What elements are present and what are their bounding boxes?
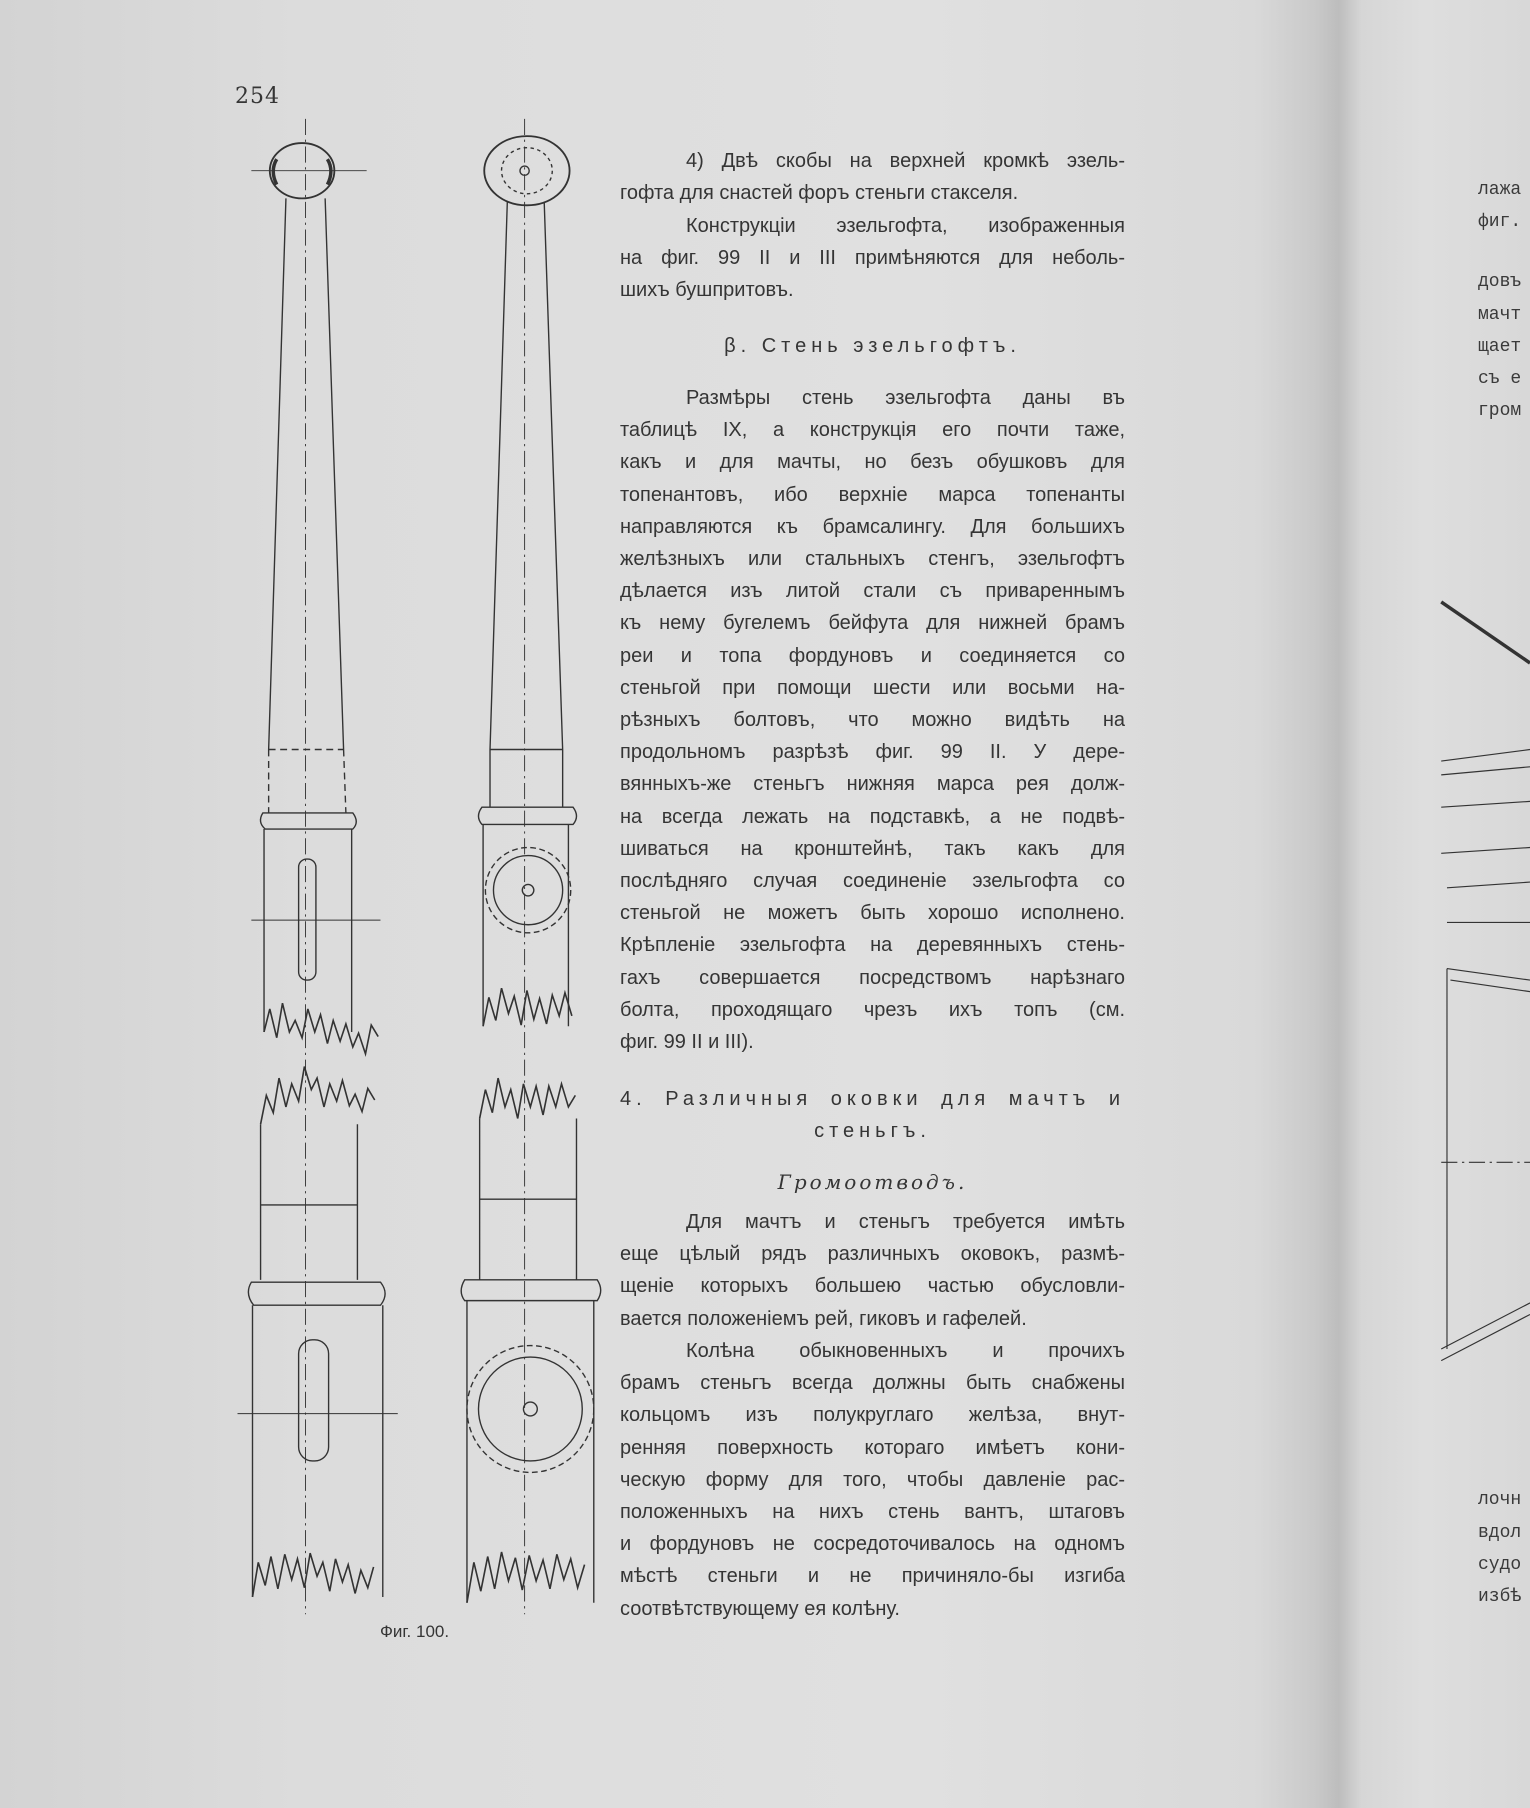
paragraph-line: соотвѣтствующему ея колѣну. [620, 1597, 900, 1620]
paragraph-line: какъ и для мачты, но безъ обушковъ для [620, 451, 1125, 474]
subsection-heading: β. Стень эзельгофтъ. [724, 335, 1021, 357]
paragraph-line: продольномъ разрѣзѣ фиг. 99 II. У дере- [620, 741, 1125, 764]
paragraph-line: таблицѣ IX, а конструкція его почти таже, [620, 419, 1125, 442]
paragraph-line: Конструкціи эзельгофта, изображенныя [686, 215, 1125, 237]
next-page-line-fragment: избѣ [1478, 1587, 1522, 1607]
section-heading: стеньгъ. [814, 1120, 931, 1143]
paragraph-line: рѣзныхъ болтовъ, что можно видѣть на [620, 709, 1125, 731]
paragraph-line: стеньгой не можетъ быть хорошо исполнено. [620, 902, 1125, 925]
paragraph-line: Для мачтъ и стеньгъ требуется имѣть [686, 1211, 1125, 1233]
next-page-line-fragment: щает [1478, 337, 1522, 357]
paragraph-line: еще цѣлый рядъ различныхъ оковокъ, размѣ- [620, 1243, 1125, 1266]
page-number: 254 [235, 84, 280, 109]
next-page-line-fragment: вдол [1478, 1523, 1522, 1543]
left-topmast-drawing [238, 119, 398, 1614]
figure-caption: Фиг. 100. [380, 1622, 450, 1641]
next-page-line-fragment: мачт [1478, 305, 1522, 325]
paragraph-line: направляются къ брамсалингу. Для большихъ [620, 515, 1125, 538]
section-heading: 4. Различныя оковки для мачтъ и [620, 1088, 1125, 1110]
paragraph-line: послѣдняго случая соединеніе эзельгофта со [620, 870, 1125, 892]
paragraph-line: стеньгой при помощи шести или восьми на- [620, 676, 1125, 699]
cap-ring [484, 136, 569, 205]
paragraph-line: гахъ совершается посредствомъ нарѣзнаго [620, 966, 1125, 989]
next-page-line-fragment: гром [1478, 401, 1522, 421]
paragraph-line: и фордуновъ не сосредоточивалось на одномъ [620, 1533, 1125, 1556]
paragraph-line: топенантовъ, ибо верхніе марса топенанты [620, 483, 1125, 506]
paragraph-line: ческую форму для того, чтобы давленіе рас- [620, 1468, 1125, 1491]
next-page-line-fragment: фиг. [1478, 212, 1522, 232]
paragraph-line: Крѣпленіе эзельгофта на деревянныхъ стень- [620, 934, 1125, 957]
paragraph-line: мѣстѣ стеньги и не причиняло-бы изгиба [620, 1565, 1125, 1588]
paragraph-line: вянныхъ-же стеньгъ нижняя марса рея долж- [620, 773, 1125, 796]
next-page-line-fragment: судо [1478, 1555, 1522, 1575]
next-page-line-fragment: съ е [1478, 369, 1522, 389]
paragraph-line: на фиг. 99 II и III примѣняются для неболь- [620, 247, 1125, 270]
paragraph-line: Колѣна обыкновенныхъ и прочихъ [686, 1340, 1125, 1362]
paragraph-line: положенныхъ на нихъ стень вантъ, штаговъ [620, 1501, 1125, 1523]
paragraph-line: дѣлается изъ литой стали съ привареннымъ [620, 580, 1125, 603]
paragraph-line: кольцомъ изъ полукруглаго желѣза, внут- [620, 1404, 1125, 1427]
paragraph-line: Размѣры стень эзельгофта даны въ [686, 387, 1125, 409]
paragraph-line: гофта для снастей форъ стеньги стакселя. [620, 182, 1019, 205]
paragraph-line: брамъ стеньгъ всегда должны быть снабжены [620, 1372, 1125, 1395]
paragraph-line: шиваться на кронштейнѣ, такъ какъ для [620, 837, 1125, 860]
paragraph-line: къ нему бугелемъ бейфута для нижней брамъ [620, 612, 1125, 635]
next-page-line-fragment: лажа [1478, 180, 1522, 200]
paragraph-line: ренняя поверхность котораго имѣетъ кони- [620, 1436, 1125, 1459]
paragraph-line: фиг. 99 II и III). [620, 1031, 754, 1053]
paragraph-line: шихъ бушпритовъ. [620, 279, 794, 302]
paragraph-line: вается положеніемъ рей, гиковъ и гафелей. [620, 1307, 1027, 1330]
paragraph-line: щеніе которыхъ большею частью обусловли- [620, 1275, 1125, 1298]
italic-subheading: Громоотводъ. [777, 1170, 968, 1194]
paragraph-line: реи и топа фордуновъ и соединяется со [620, 644, 1125, 667]
next-page-line-fragment: лочн [1478, 1490, 1522, 1510]
paragraph-line: желѣзныхъ или стальныхъ стенгъ, эзельгофтъ [620, 548, 1125, 570]
next-page-line-fragment: довъ [1478, 272, 1522, 292]
next-page-drawing-fragment [1441, 602, 1530, 1361]
paragraph-line: 4) Двѣ скобы на верхней кромкѣ эзель- [686, 150, 1125, 172]
paragraph-line: болта, проходящаго чрезъ ихъ топъ (см. [620, 998, 1125, 1021]
right-topmast-drawing [461, 119, 601, 1614]
paragraph-line: на всегда лежать на подставкѣ, а не подвѣ- [620, 805, 1125, 828]
